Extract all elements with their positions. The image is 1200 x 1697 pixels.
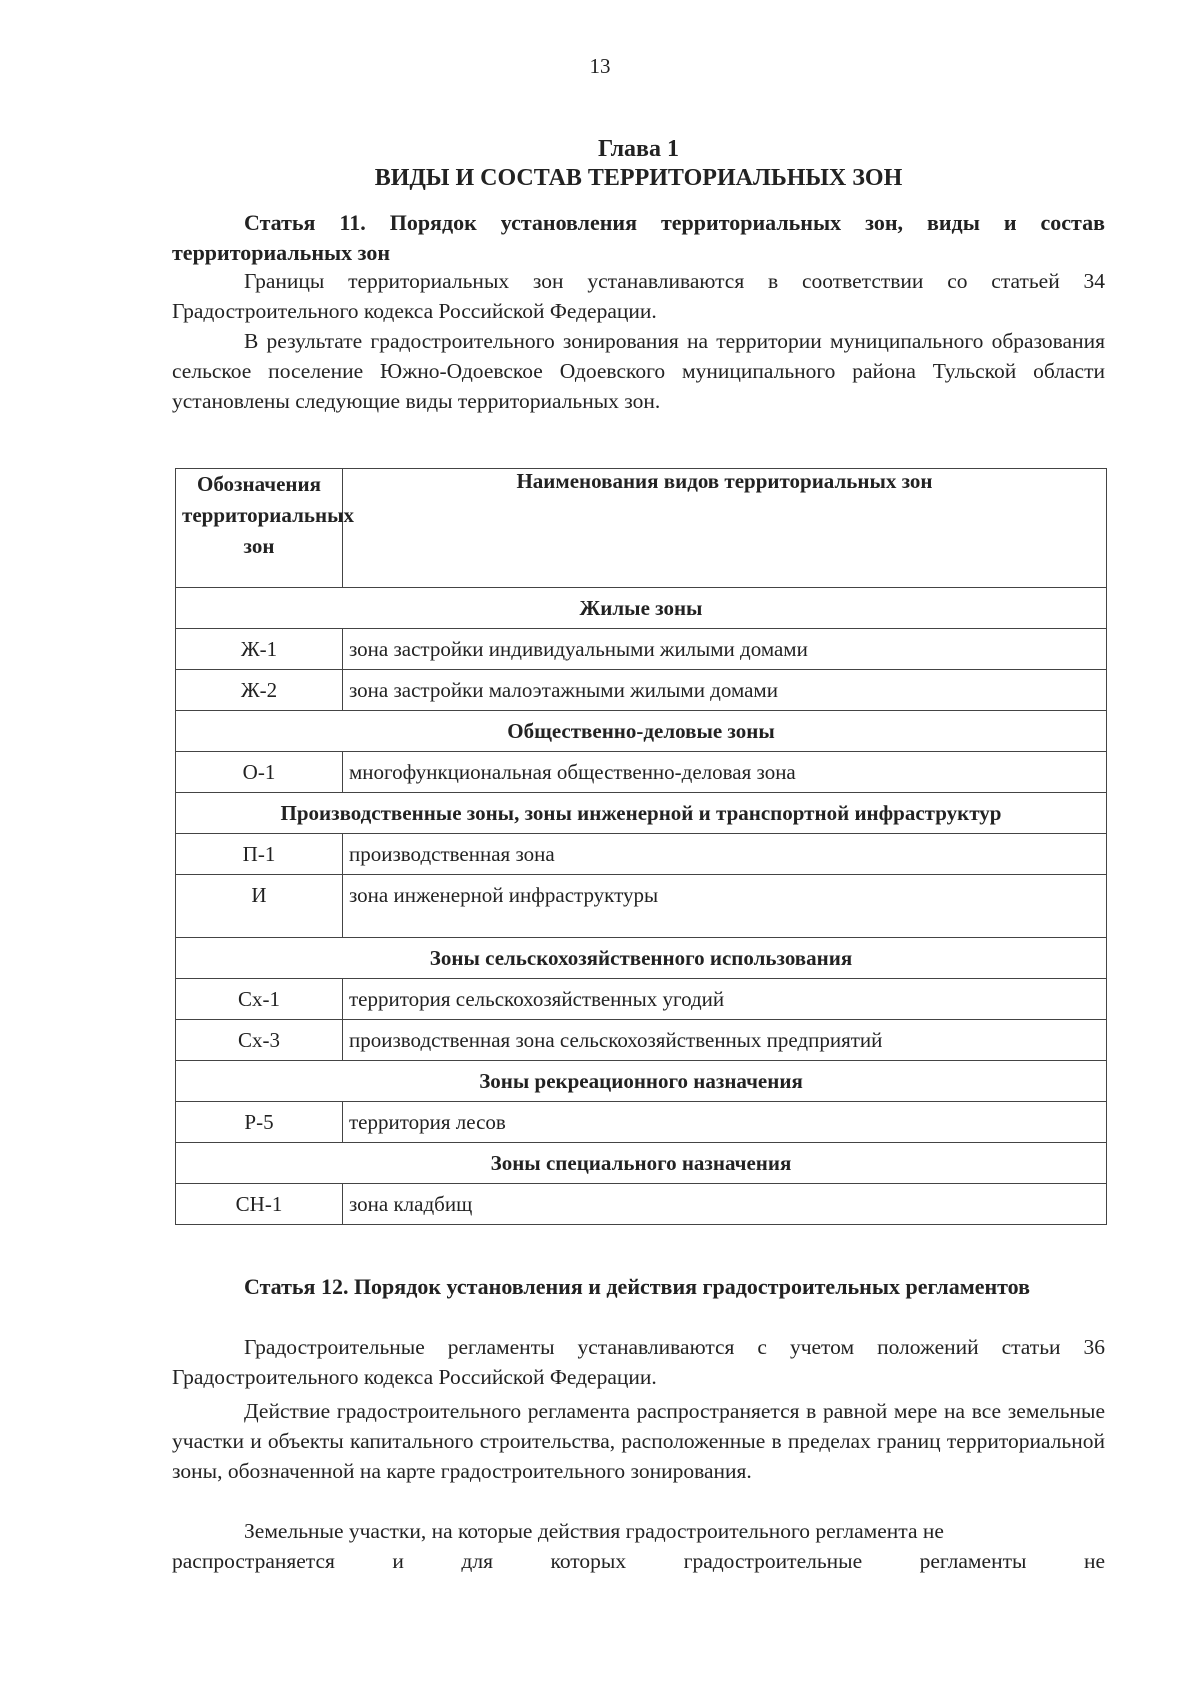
word: и [392,1549,404,1573]
word: которых [550,1549,627,1573]
article-12-paragraph-3-text: Земельные участки, на которые действия градостроительного регламента не [244,1519,944,1543]
zone-code: Ж-2 [176,670,343,711]
zone-name: зона кладбищ [343,1184,1107,1225]
zone-name: территория лесов [343,1102,1107,1143]
zone-group-title: Жилые зоны [176,588,1107,629]
zone-name: территория сельскохозяйственных угодий [343,979,1107,1020]
article-12-paragraph-3-line-1 [244,1516,1105,1546]
zone-code: Сх-1 [176,979,343,1020]
page-number: 13 [589,54,611,78]
article-12-paragraph-2: Действие градостроительного регламента распространяется в равной мере на все земельные участки и объекты капитального строительства, расположенные в пределах границ территориальной зоны, обозначенной на карте градостроительного зонирования. [172,1399,1105,1483]
zone-group-title: Зоны сельскохозяйственного использования [176,938,1107,979]
territorial-zones-table [175,468,1107,1225]
zone-code: О-1 [176,752,343,793]
zone-group-title: Производственные зоны, зоны инженерной и транспортной инфраструктур [176,793,1107,834]
zone-name: зона застройки индивидуальными жилыми домами [343,629,1107,670]
zone-name: зона застройки малоэтажными жилыми домами [343,670,1107,711]
table-header-name: Наименования видов территориальных зон [343,469,1107,588]
zone-name: производственная зона [343,834,1107,875]
article-11-title: Статья 11. Порядок установления территориальных зон, виды и состав территориальных зон [172,210,1105,265]
zone-code: П-1 [176,834,343,875]
zone-name: многофункциональная общественно-деловая зона [343,752,1107,793]
word: градостроительные [683,1549,863,1573]
zone-name: зона инженерной инфраструктуры [343,875,1107,938]
zone-code: СН-1 [176,1184,343,1225]
zone-code: Р-5 [176,1102,343,1143]
zone-code: И [176,875,343,938]
zone-code: Ж-1 [176,629,343,670]
zone-name: производственная зона сельскохозяйственных предприятий [343,1020,1107,1061]
article-11-paragraph-1: Границы территориальных зон устанавливаются в соответствии со статьей 34 Градостроительного кодекса Российской Федерации. [172,269,1105,323]
zone-group-title: Зоны специального назначения [176,1143,1107,1184]
word: регламенты [919,1549,1027,1573]
article-12-paragraph-1: Градостроительные регламенты устанавливаются с учетом положений статьи 36 Градостроительного кодекса Российской Федерации. [172,1335,1105,1389]
table-header-code: Обозначения территориальных зон [176,469,343,588]
article-11-paragraph-2: В результате градостроительного зонирования на территории муниципального образования сельское поселение Южно-Одоевское Одоевского муниципального района Тульской области установлены следующие виды территориальных зон. [172,329,1105,413]
article-12-title: Статья 12. Порядок установления и действия градостроительных регламентов [244,1274,1031,1299]
word: для [461,1549,493,1573]
zone-group-title: Зоны рекреационного назначения [176,1061,1107,1102]
word: распространяется [172,1549,335,1573]
chapter-label: Глава 1 [598,136,679,162]
article-12-paragraph-3-line-2 [172,1546,1105,1576]
zone-code: Сх-3 [176,1020,343,1061]
word: не [1083,1549,1105,1573]
zone-group-title: Общественно-деловые зоны [176,711,1107,752]
chapter-title: ВИДЫ И СОСТАВ ТЕРРИТОРИАЛЬНЫХ ЗОН [374,165,903,191]
